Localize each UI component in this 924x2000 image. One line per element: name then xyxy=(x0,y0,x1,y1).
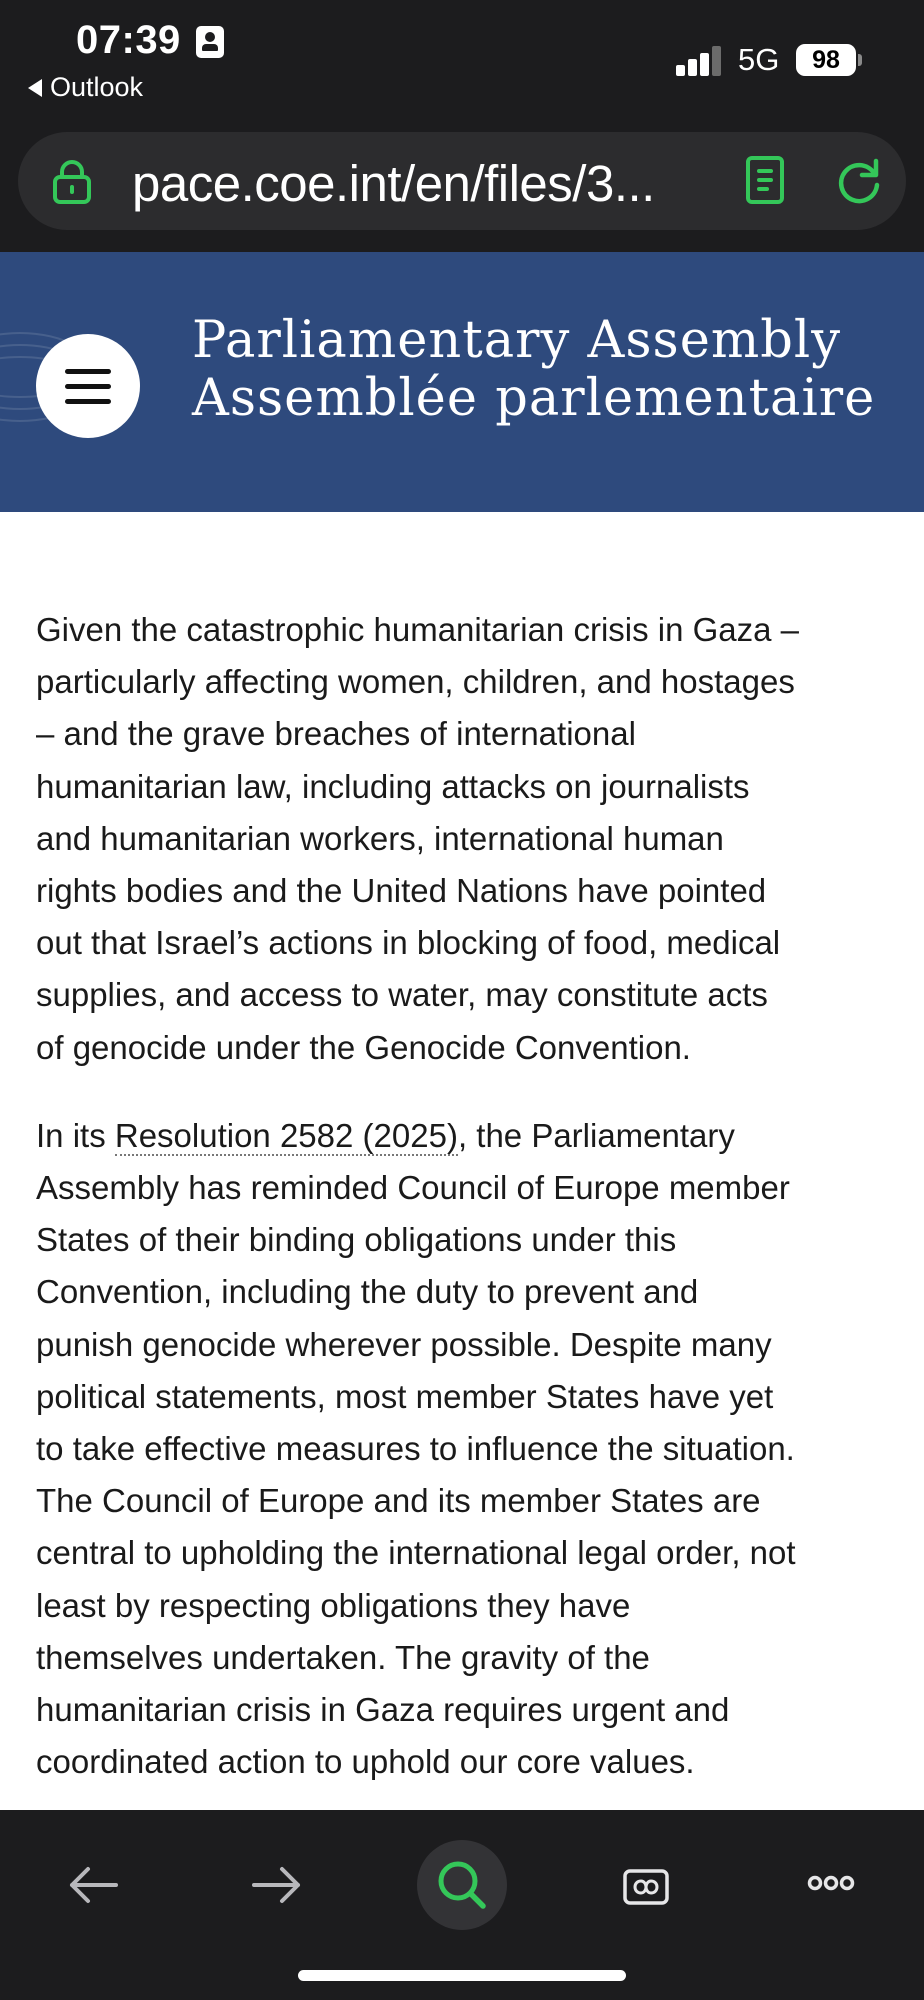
back-app-label: Outlook xyxy=(50,72,144,102)
url-text[interactable]: pace.coe.int/en/files/3... xyxy=(132,155,655,212)
hamburger-icon xyxy=(65,399,111,404)
reader-mode-icon[interactable] xyxy=(746,156,784,204)
page-content xyxy=(0,512,924,1810)
site-title[interactable] xyxy=(192,312,875,428)
site-header xyxy=(0,252,924,512)
forward-button[interactable] xyxy=(232,1840,322,1930)
back-to-app-link[interactable] xyxy=(28,72,143,103)
back-triangle-icon xyxy=(28,79,42,97)
article-body xyxy=(36,604,896,1824)
tabs-icon xyxy=(601,1840,691,1930)
hamburger-icon xyxy=(65,369,111,374)
hamburger-icon xyxy=(65,384,111,389)
tabs-button[interactable] xyxy=(601,1840,691,1930)
paragraph-text: In its xyxy=(36,1116,115,1154)
search-button[interactable] xyxy=(417,1840,507,1930)
lock-icon xyxy=(52,160,92,204)
menu-button[interactable] xyxy=(36,334,140,438)
back-button[interactable] xyxy=(48,1840,138,1930)
cellular-signal-icon xyxy=(676,46,724,76)
article-paragraph xyxy=(36,1110,896,1789)
browser-toolbar xyxy=(0,1810,924,2000)
more-icon xyxy=(786,1840,876,1930)
contact-card-icon xyxy=(196,26,224,58)
forward-arrow-icon xyxy=(232,1840,322,1930)
address-bar[interactable] xyxy=(18,132,906,230)
battery-level: 98 xyxy=(796,44,856,76)
status-time: 07:39 xyxy=(76,18,181,62)
resolution-link[interactable]: Resolution 2582 (2025) xyxy=(114,1116,458,1154)
more-button[interactable] xyxy=(786,1840,876,1930)
battery-tip-icon xyxy=(858,54,862,66)
site-title-en: Parliamentary Assembly xyxy=(192,311,842,370)
article-paragraph: Given the catastrophic humanitarian crisis in Gaza – particularly affecting women, children, and hostages – and the grave breaches of international humanitarian law, including attacks on journalists and humanitarian workers, international human rights bodies and the United Nations have pointed out that Israel’s actions in blocking of food, medical supplies, and access to water, may constitute acts of genocide under the Genocide Convention. xyxy=(36,611,800,1066)
status-bar xyxy=(0,0,924,212)
back-arrow-icon xyxy=(48,1840,138,1930)
home-indicator[interactable] xyxy=(298,1970,626,1981)
network-type: 5G xyxy=(738,42,780,77)
site-title-fr: Assemblée parlementaire xyxy=(192,369,876,428)
reload-icon[interactable] xyxy=(834,156,884,206)
search-icon xyxy=(417,1840,507,1930)
paragraph-text: , the Parliamentary Assembly has reminded Council of Europe member States of their binding obligations under this Convention, including the duty to prevent and punish genocide wherever possible. Despite many political statements, most member States have yet to take effective measures to influence the situation. The Council of Europe and its member States are central to upholding the international legal order, not least by respecting obligations they have themselves undertaken. The gravity of the humanitarian crisis in Gaza requires urgent and coordinated action to uphold our core values. xyxy=(36,1116,796,1781)
